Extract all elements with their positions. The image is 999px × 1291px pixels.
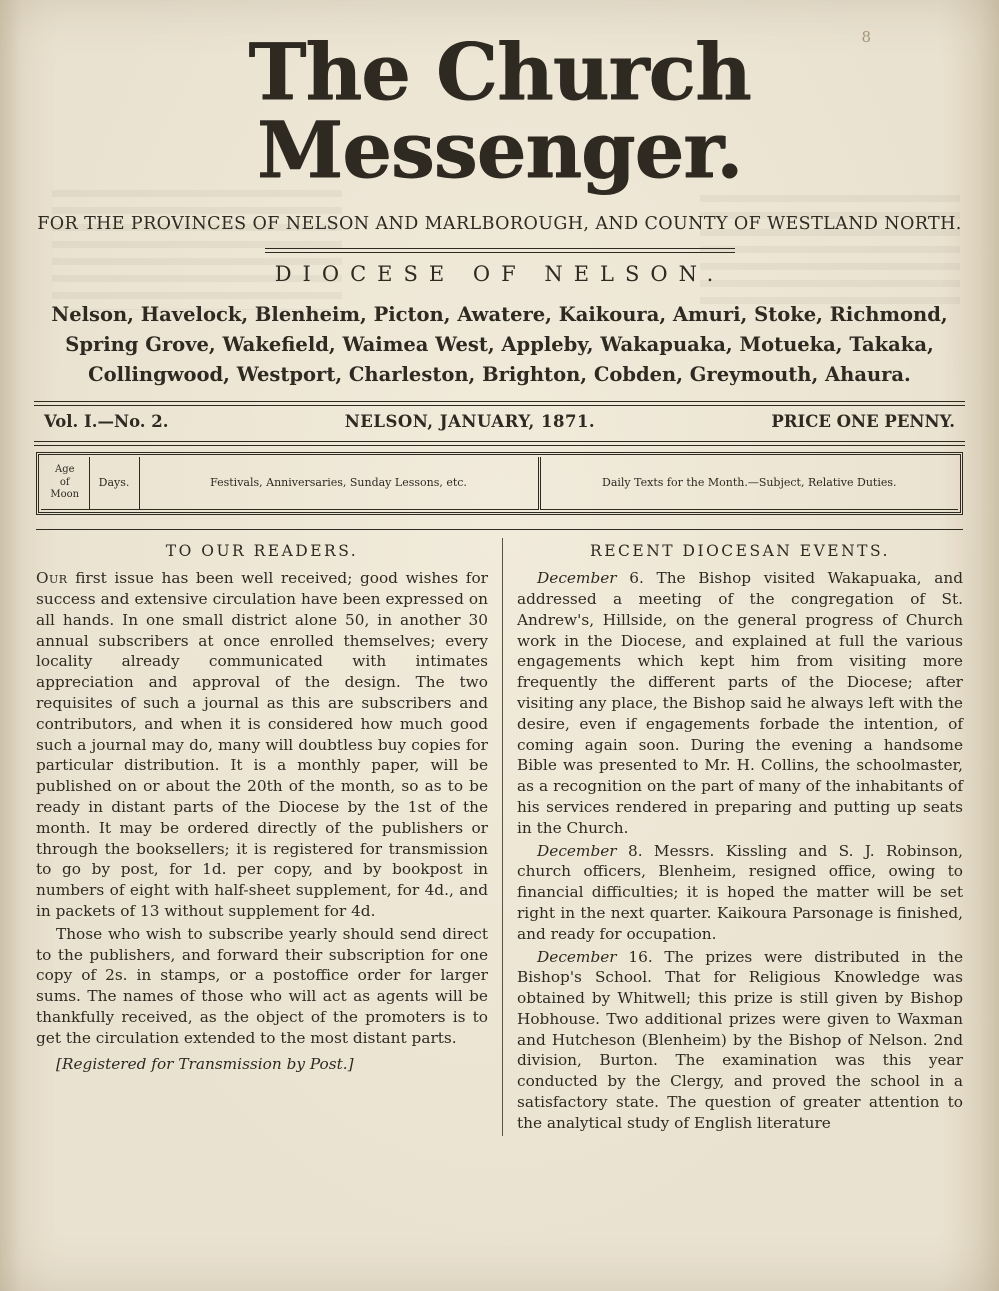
paragraph-lead: December [537, 569, 617, 588]
paragraph-lead: December [537, 947, 617, 966]
header-days: Days. [89, 457, 139, 510]
double-rule [265, 248, 735, 253]
article-paragraph: December 8. Messrs. Kissling and S. J. Robinson, church officers, Blenheim, resigned office, owing to financial difficulties; it is hoped the matter will be set right in the next quarter. Kaikoura Parsonage is finished, and ready for occupation. [517, 841, 963, 943]
double-rule [34, 441, 965, 447]
calendar-table [41, 457, 958, 510]
article-heading: TO OUR READERS. [165, 542, 359, 561]
article-heading: RECENT DIOCESAN EVENTS. [590, 542, 890, 561]
article-paragraph: [Registered for Transmission by Post.] [56, 1055, 354, 1074]
page-folio-number: 8 [861, 28, 871, 46]
place-and-date: NELSON, JANUARY, 1871. [344, 411, 596, 431]
showthrough-text [700, 195, 960, 305]
price: PRICE ONE PENNY. [771, 411, 955, 431]
calendar-header-row [41, 457, 958, 510]
masthead-subtitle: FOR THE PROVINCES OF NELSON AND MARLBOROUGH, AND COUNTY OF WESTLAND NORTH. [37, 214, 962, 234]
double-rule [34, 401, 965, 406]
calendar-table-frame [36, 452, 963, 515]
article-paragraph: Our first issue has been well received; good wishes for success and extensive circulation have been expressed on all hands. In one small district alone 50, in another 30 annual subscribers at once enrolled themselves; every locality already communicated with intimates appreciation and approval of the design. The two requisites of such a journal as this are subscribers and contributors, and when it is considered how much good such a journal may do, many will doubtless buy copies for particular distribution. It is a monthly paper, will be published on or about the 20th of the month, so as to be ready in distant parts of the Diocese by the 1st of the month. It may be ordered directly of the publishers or through the booksellers; it is registered for transmission to go by post, for 1d. per copy, and by bookpost in numbers of eight with half-sheet supplement, for 4d., and in packets of 13 without supplement for 4d. [36, 569, 488, 920]
towns-list: Nelson, Havelock, Blenheim, Picton, Awatere, Kaikoura, Amuri, Stoke, Richmond, Spring Grove, Wakefield, Waimea West, Appleby, Wakapuaka, Motueka, Takaka, Collingwood, Westport, Charleston, Brighton, Cobden, Greymouth, Ahaura. [51, 303, 948, 387]
header-daily-texts: Daily Texts for the Month.—Subject, Relative Duties. [539, 457, 958, 510]
article-paragraph: December 6. The Bishop visited Wakapuaka, and addressed a meeting of the congregation of St. Andrew's, Hillside, on the general progress of Church work in the Diocese, and explained at full the various engagements which kept him from visiting more frequently the different parts of the Diocese; after visiting any place, the Bishop said he always left with the desire, even if engagements forbade the intention, of coming again soon. During the evening a handsome Bible was presented to Mr. H. Collins, the schoolmaster, as a recognition on the part of many of the inhabitants of his services rendered in preparing and putting up seats in the Church. [517, 569, 963, 837]
dateline [44, 412, 955, 431]
newspaper-title: The Church Messenger. [248, 27, 751, 196]
header-age-of-moon: Age of Moon [41, 457, 89, 510]
article-to-our-readers [36, 538, 502, 1136]
paragraph-lead: December [537, 841, 617, 860]
article-paragraph: December 16. The prizes were distributed in the Bishop's School. That for Religious Knowledge was obtained by Whitwell; this prize is still given by Bishop Hobhouse. Two additional prizes were given to Waxman and Hutcheson (Blenheim) by the Bishop of Nelson. 2nd division, Burton. The examination was this year conducted by the Clergy, and proved the school in a satisfactory state. The question of greater attention to the analytical study of English literature [517, 947, 963, 1132]
diocese-heading: DIOCESE OF NELSON. [274, 262, 725, 286]
article-paragraph: Those who wish to subscribe yearly should send direct to the publishers, and forward their subscription for one copy of 2s. in stamps, or a postoffice order for larger sums. The names of those who will act as agents will be thankfully received, as the object of the promoters is to get the circulation extended to the most distant parts. [36, 924, 488, 1047]
volume-number: Vol. I.—No. 2. [44, 411, 169, 431]
article-columns [36, 529, 963, 1136]
paragraph-lead: Our [36, 569, 68, 588]
header-festivals: Festivals, Anniversaries, Sunday Lessons, etc. [139, 457, 539, 510]
article-recent-diocesan-events [502, 538, 963, 1136]
